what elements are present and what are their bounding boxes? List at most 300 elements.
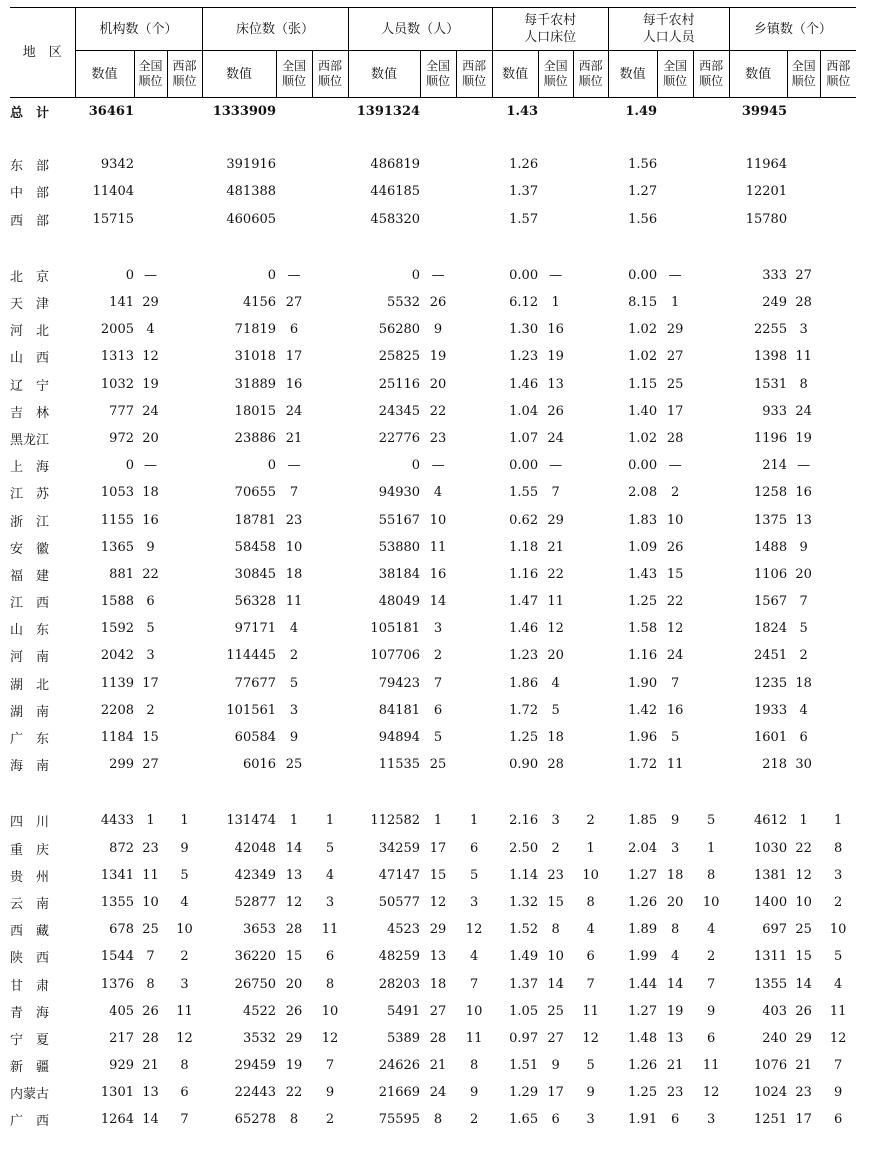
western-rank-cell bbox=[693, 178, 729, 205]
national-rank-cell: 18 bbox=[547, 730, 564, 746]
national-rank-cell: 7 bbox=[433, 675, 443, 691]
western-rank-cell bbox=[456, 151, 492, 178]
value-cell: 0.00 bbox=[628, 267, 658, 283]
national-rank-cell: 4 bbox=[433, 485, 443, 501]
western-rank-cell bbox=[820, 534, 856, 561]
national-rank-cell bbox=[657, 206, 693, 233]
table-header bbox=[10, 8, 856, 98]
table-row bbox=[10, 1079, 856, 1106]
table-row bbox=[10, 371, 856, 398]
national-rank-cell: 5 bbox=[799, 621, 808, 637]
western-rank-cell: 1 bbox=[833, 813, 843, 829]
western-rank-cell: 7 bbox=[833, 1058, 843, 1074]
western-rank-cell bbox=[456, 316, 492, 343]
value-cell: 240 bbox=[762, 1030, 788, 1046]
beds-header: 床位数（张） bbox=[202, 8, 348, 51]
national-rank-cell: 10 bbox=[285, 539, 303, 555]
western-rank-cell: 5 bbox=[469, 867, 479, 883]
national-rank-cell: 17 bbox=[285, 349, 303, 365]
national-rank-subheader: 全国 顺位 bbox=[787, 51, 820, 98]
western-rank-cell bbox=[312, 670, 348, 697]
value-cell: 0 bbox=[267, 267, 277, 283]
western-rank-cell bbox=[456, 479, 492, 506]
national-rank-cell: 1 bbox=[289, 813, 299, 829]
national-rank-cell: 22 bbox=[795, 840, 812, 856]
national-rank-cell bbox=[538, 98, 573, 126]
national-rank-cell: 7 bbox=[799, 594, 808, 610]
region-name: 辽 宁 bbox=[10, 378, 50, 394]
national-rank-cell: 23 bbox=[142, 840, 159, 856]
western-rank-cell bbox=[573, 615, 608, 642]
national-rank-cell: 18 bbox=[795, 675, 812, 691]
value-cell: 53880 bbox=[378, 539, 421, 555]
value-cell: 1313 bbox=[100, 349, 134, 365]
section-spacer bbox=[10, 778, 856, 807]
region-name: 内蒙古 bbox=[10, 1087, 50, 1103]
western-rank-cell bbox=[312, 534, 348, 561]
personnel-header: 人员数（人） bbox=[348, 8, 492, 51]
region-name: 广 西 bbox=[10, 1114, 50, 1130]
value-cell: 15715 bbox=[92, 211, 134, 227]
value-cell: 1.02 bbox=[628, 430, 658, 446]
region-name: 甘 肃 bbox=[10, 978, 50, 994]
national-rank-cell: 25 bbox=[795, 922, 812, 938]
national-rank-cell: 15 bbox=[795, 949, 812, 965]
national-rank-cell: 1 bbox=[799, 813, 808, 829]
western-rank-cell bbox=[167, 615, 202, 642]
national-rank-cell: 29 bbox=[429, 922, 447, 938]
value-cell: 1.25 bbox=[628, 594, 658, 610]
value-cell: 1.26 bbox=[628, 894, 658, 910]
national-rank-cell: 9 bbox=[670, 813, 680, 829]
region-name: 西 藏 bbox=[10, 924, 50, 940]
value-cell: 107706 bbox=[370, 648, 421, 664]
national-rank-cell: 21 bbox=[795, 1058, 812, 1074]
western-rank-cell: 12 bbox=[702, 1085, 720, 1101]
value-cell: 1.02 bbox=[628, 322, 658, 338]
national-rank-cell: 11 bbox=[142, 867, 159, 883]
western-rank-cell bbox=[573, 670, 608, 697]
western-rank-cell bbox=[820, 588, 856, 615]
western-rank-subheader: 西部 顺位 bbox=[693, 51, 729, 98]
western-rank-cell bbox=[693, 615, 729, 642]
national-rank-cell: 6 bbox=[289, 322, 299, 338]
national-rank-cell: 29 bbox=[666, 322, 684, 338]
table-row bbox=[10, 998, 856, 1025]
national-rank-cell: 19 bbox=[547, 349, 564, 365]
western-rank-cell bbox=[456, 178, 492, 205]
national-rank-cell: 17 bbox=[795, 1112, 812, 1128]
western-rank-cell bbox=[456, 615, 492, 642]
national-rank-cell: 21 bbox=[142, 1058, 159, 1074]
value-cell: 929 bbox=[109, 1058, 134, 1074]
value-cell: 18015 bbox=[234, 403, 277, 419]
region-name: 西 部 bbox=[10, 213, 50, 229]
value-cell: 872 bbox=[109, 840, 134, 856]
value-cell: 8.15 bbox=[628, 295, 658, 311]
western-rank-cell bbox=[820, 98, 856, 126]
western-rank-cell bbox=[312, 151, 348, 178]
table-row bbox=[10, 151, 856, 178]
value-subheader: 数值 bbox=[75, 51, 134, 98]
table-row bbox=[10, 343, 856, 370]
value-cell: 1032 bbox=[100, 376, 134, 392]
national-rank-cell: 28 bbox=[142, 1030, 159, 1046]
value-cell: 77677 bbox=[234, 675, 277, 691]
national-rank-cell bbox=[538, 151, 573, 178]
western-rank-cell: 4 bbox=[586, 922, 595, 938]
value-cell: 777 bbox=[109, 403, 134, 419]
value-cell: 1258 bbox=[754, 485, 788, 501]
value-cell: 1400 bbox=[754, 894, 788, 910]
national-rank-cell: 22 bbox=[142, 566, 159, 582]
western-rank-cell bbox=[573, 697, 608, 724]
national-rank-cell bbox=[787, 98, 820, 126]
national-rank-cell: 26 bbox=[547, 403, 564, 419]
national-rank-cell: 13 bbox=[142, 1085, 159, 1101]
western-rank-cell bbox=[693, 642, 729, 669]
national-rank-cell: 7 bbox=[289, 485, 299, 501]
western-rank-cell bbox=[573, 343, 608, 370]
national-rank-cell: 23 bbox=[795, 1085, 812, 1101]
value-cell: 38184 bbox=[378, 566, 421, 582]
western-rank-cell bbox=[820, 343, 856, 370]
value-cell: 1.40 bbox=[628, 403, 658, 419]
western-rank-cell bbox=[167, 642, 202, 669]
table-row bbox=[10, 262, 856, 289]
value-cell: 1.91 bbox=[628, 1112, 658, 1128]
national-rank-cell: — bbox=[144, 267, 157, 283]
value-cell: 25825 bbox=[378, 349, 421, 365]
western-rank-cell bbox=[167, 479, 202, 506]
western-rank-cell bbox=[573, 178, 608, 205]
value-cell: 1.49 bbox=[509, 949, 539, 965]
western-rank-cell bbox=[312, 561, 348, 588]
national-rank-cell bbox=[657, 151, 693, 178]
western-rank-cell bbox=[312, 316, 348, 343]
value-cell: 6016 bbox=[242, 757, 277, 773]
value-cell: 71819 bbox=[234, 322, 277, 338]
national-rank-cell bbox=[420, 178, 456, 205]
western-rank-cell: 6 bbox=[325, 949, 335, 965]
western-rank-cell bbox=[820, 289, 856, 316]
western-rank-subheader: 西部 顺位 bbox=[312, 51, 348, 98]
western-rank-cell bbox=[820, 479, 856, 506]
national-rank-cell: 19 bbox=[142, 376, 159, 392]
value-cell: 1251 bbox=[754, 1112, 788, 1128]
value-cell: 31018 bbox=[234, 349, 277, 365]
value-cell: 486819 bbox=[370, 157, 421, 173]
region-name: 浙 江 bbox=[10, 514, 50, 530]
national-rank-cell: 4 bbox=[799, 702, 808, 718]
western-rank-cell bbox=[312, 506, 348, 533]
western-rank-cell bbox=[456, 724, 492, 751]
value-cell: 11535 bbox=[378, 757, 421, 773]
value-cell: 1139 bbox=[100, 675, 134, 691]
value-cell: 50577 bbox=[378, 894, 421, 910]
value-cell: 1.43 bbox=[506, 104, 539, 120]
western-rank-cell bbox=[820, 561, 856, 588]
western-rank-cell: 1 bbox=[586, 840, 595, 856]
value-cell: 25116 bbox=[378, 376, 421, 392]
national-rank-cell: 14 bbox=[547, 976, 564, 992]
value-cell: 1.56 bbox=[628, 157, 658, 173]
western-rank-cell: 3 bbox=[180, 976, 189, 992]
value-cell: 42349 bbox=[234, 867, 277, 883]
national-rank-cell: 23 bbox=[429, 430, 447, 446]
value-cell: 1.26 bbox=[509, 157, 539, 173]
national-rank-cell: — bbox=[431, 458, 445, 474]
region-name: 山 东 bbox=[10, 623, 50, 639]
value-cell: 1.51 bbox=[509, 1058, 539, 1074]
value-cell: 218 bbox=[762, 757, 788, 773]
value-cell: 1.43 bbox=[628, 566, 658, 582]
national-rank-cell: 15 bbox=[547, 894, 564, 910]
national-rank-cell: 4 bbox=[146, 322, 155, 338]
value-cell: 94894 bbox=[378, 730, 421, 746]
national-rank-cell bbox=[134, 98, 167, 126]
western-rank-cell: 3 bbox=[325, 894, 335, 910]
western-rank-cell: 11 bbox=[465, 1030, 483, 1046]
value-cell: 1.85 bbox=[628, 813, 658, 829]
national-rank-cell: — bbox=[287, 458, 301, 474]
value-cell: 24345 bbox=[378, 403, 421, 419]
western-rank-cell bbox=[820, 425, 856, 452]
value-cell: 249 bbox=[762, 295, 788, 311]
western-rank-subheader: 西部 顺位 bbox=[167, 51, 202, 98]
statistics-table bbox=[10, 7, 856, 1134]
region-name: 总 计 bbox=[10, 106, 50, 122]
western-rank-cell bbox=[820, 206, 856, 233]
region-name: 湖 北 bbox=[10, 677, 50, 693]
national-rank-cell: — bbox=[287, 267, 301, 283]
western-rank-cell bbox=[167, 452, 202, 479]
national-rank-cell: 12 bbox=[429, 894, 447, 910]
national-rank-cell bbox=[276, 178, 312, 205]
western-rank-cell bbox=[693, 670, 729, 697]
western-rank-cell bbox=[573, 151, 608, 178]
value-cell: 1.26 bbox=[628, 1058, 658, 1074]
region-name: 安 徽 bbox=[10, 541, 50, 557]
western-rank-cell bbox=[693, 506, 729, 533]
national-rank-cell: 20 bbox=[285, 976, 303, 992]
western-rank-cell: 10 bbox=[465, 1003, 483, 1019]
national-rank-cell: 25 bbox=[547, 1003, 564, 1019]
value-cell: 881 bbox=[109, 566, 134, 582]
national-rank-cell: 2 bbox=[146, 702, 155, 718]
value-cell: 217 bbox=[109, 1030, 134, 1046]
region-name: 宁 夏 bbox=[10, 1032, 50, 1048]
western-rank-cell bbox=[167, 561, 202, 588]
western-rank-cell bbox=[312, 479, 348, 506]
national-rank-cell: — bbox=[668, 267, 682, 283]
national-rank-cell: 28 bbox=[666, 430, 684, 446]
national-rank-cell: 3 bbox=[551, 813, 560, 829]
western-rank-cell bbox=[573, 316, 608, 343]
region-name: 重 庆 bbox=[10, 842, 50, 858]
institutions-header: 机构数（个） bbox=[75, 8, 202, 51]
value-cell: 4433 bbox=[100, 813, 134, 829]
table-row bbox=[10, 751, 856, 778]
national-rank-cell: 8 bbox=[799, 376, 808, 392]
national-rank-cell bbox=[787, 206, 820, 233]
western-rank-cell bbox=[573, 289, 608, 316]
western-rank-cell: 3 bbox=[833, 867, 843, 883]
western-rank-cell bbox=[312, 588, 348, 615]
western-rank-cell bbox=[456, 670, 492, 697]
national-rank-cell: 14 bbox=[429, 594, 447, 610]
value-cell: 34259 bbox=[378, 840, 421, 856]
national-rank-cell: 16 bbox=[429, 566, 447, 582]
western-rank-cell bbox=[693, 262, 729, 289]
value-cell: 1106 bbox=[754, 566, 788, 582]
value-cell: 0 bbox=[411, 458, 421, 474]
national-rank-cell: 27 bbox=[666, 349, 684, 365]
western-rank-cell: 9 bbox=[469, 1085, 479, 1101]
region-name: 上 海 bbox=[10, 460, 50, 476]
value-cell: 4156 bbox=[242, 295, 277, 311]
national-rank-cell: — bbox=[549, 458, 563, 474]
value-cell: 1.58 bbox=[628, 621, 658, 637]
value-cell: 1.09 bbox=[628, 539, 658, 555]
western-rank-cell bbox=[312, 642, 348, 669]
national-rank-subheader: 全国 顺位 bbox=[420, 51, 456, 98]
national-rank-cell: 6 bbox=[799, 730, 808, 746]
national-rank-cell: — bbox=[431, 267, 445, 283]
national-rank-subheader: 全国 顺位 bbox=[538, 51, 573, 98]
western-rank-cell: 2 bbox=[180, 949, 189, 965]
national-rank-cell: 17 bbox=[666, 403, 684, 419]
national-rank-cell: 8 bbox=[551, 922, 560, 938]
western-rank-cell bbox=[312, 206, 348, 233]
value-cell: 1.32 bbox=[509, 894, 539, 910]
national-rank-cell: 15 bbox=[429, 867, 447, 883]
western-rank-cell bbox=[693, 98, 729, 126]
table-row bbox=[10, 425, 856, 452]
western-rank-cell bbox=[820, 371, 856, 398]
western-rank-cell: 12 bbox=[465, 922, 483, 938]
value-cell: 21669 bbox=[378, 1085, 421, 1101]
national-rank-cell: 16 bbox=[666, 702, 684, 718]
value-cell: 446185 bbox=[370, 184, 421, 200]
western-rank-cell bbox=[693, 452, 729, 479]
value-cell: 3653 bbox=[242, 922, 277, 938]
western-rank-cell: 9 bbox=[325, 1085, 335, 1101]
western-rank-cell bbox=[693, 534, 729, 561]
western-rank-cell bbox=[456, 506, 492, 533]
value-cell: 0 bbox=[125, 267, 134, 283]
national-rank-cell: 20 bbox=[795, 566, 812, 582]
western-rank-cell bbox=[456, 588, 492, 615]
national-rank-cell: 5 bbox=[551, 702, 560, 718]
national-rank-cell bbox=[787, 178, 820, 205]
value-subheader: 数值 bbox=[492, 51, 538, 98]
western-rank-cell bbox=[573, 452, 608, 479]
value-cell: 1.27 bbox=[628, 1003, 658, 1019]
national-rank-subheader: 全国 顺位 bbox=[134, 51, 167, 98]
table-row bbox=[10, 916, 856, 943]
national-rank-cell: 25 bbox=[666, 376, 684, 392]
western-rank-cell bbox=[573, 398, 608, 425]
national-rank-cell: 10 bbox=[142, 894, 159, 910]
national-rank-cell: 3 bbox=[433, 621, 443, 637]
western-rank-cell: 3 bbox=[469, 894, 479, 910]
national-rank-cell: — bbox=[549, 267, 563, 283]
national-rank-cell: 5 bbox=[289, 675, 299, 691]
western-rank-cell: 4 bbox=[833, 976, 843, 992]
national-rank-cell: 9 bbox=[551, 1058, 560, 1074]
value-cell: 1076 bbox=[754, 1058, 788, 1074]
value-cell: 48259 bbox=[378, 949, 421, 965]
national-rank-cell: 15 bbox=[285, 949, 303, 965]
value-cell: 1.27 bbox=[628, 184, 658, 200]
value-cell: 1333909 bbox=[212, 104, 277, 120]
table-row bbox=[10, 670, 856, 697]
national-rank-cell: 11 bbox=[429, 539, 447, 555]
value-cell: 1.99 bbox=[628, 949, 658, 965]
western-rank-cell bbox=[312, 178, 348, 205]
national-rank-cell: 12 bbox=[142, 349, 159, 365]
western-rank-cell bbox=[456, 398, 492, 425]
western-rank-cell: 1 bbox=[706, 840, 716, 856]
value-cell: 24626 bbox=[378, 1058, 421, 1074]
value-cell: 1398 bbox=[754, 349, 788, 365]
national-rank-cell bbox=[657, 178, 693, 205]
region-name: 贵 州 bbox=[10, 869, 50, 885]
table-row bbox=[10, 452, 856, 479]
national-rank-cell: 8 bbox=[670, 922, 680, 938]
table-row bbox=[10, 289, 856, 316]
value-cell: 2.08 bbox=[628, 485, 658, 501]
western-rank-cell bbox=[167, 178, 202, 205]
value-cell: 0.97 bbox=[509, 1030, 539, 1046]
western-rank-cell bbox=[693, 697, 729, 724]
value-cell: 1.86 bbox=[509, 675, 539, 691]
western-rank-cell bbox=[312, 398, 348, 425]
national-rank-cell: 13 bbox=[795, 512, 812, 528]
western-rank-cell bbox=[456, 262, 492, 289]
western-rank-cell: 2 bbox=[469, 1112, 479, 1128]
value-cell: 1.27 bbox=[628, 867, 658, 883]
national-rank-cell: 30 bbox=[795, 757, 812, 773]
western-rank-cell bbox=[456, 289, 492, 316]
western-rank-cell: 3 bbox=[586, 1112, 595, 1128]
value-cell: 28203 bbox=[378, 976, 421, 992]
national-rank-cell: 26 bbox=[429, 295, 447, 311]
national-rank-cell: 12 bbox=[795, 867, 812, 883]
western-rank-cell bbox=[693, 371, 729, 398]
value-cell: 114445 bbox=[226, 648, 277, 664]
value-cell: 1.42 bbox=[628, 702, 658, 718]
western-rank-cell bbox=[573, 534, 608, 561]
western-rank-cell bbox=[167, 670, 202, 697]
national-rank-cell: — bbox=[144, 458, 157, 474]
western-rank-cell bbox=[693, 398, 729, 425]
table-row bbox=[10, 943, 856, 970]
region-name: 四 川 bbox=[10, 815, 50, 831]
national-rank-cell: 22 bbox=[429, 403, 447, 419]
value-cell: 1.04 bbox=[509, 403, 539, 419]
value-cell: 458320 bbox=[370, 211, 421, 227]
national-rank-cell: 4 bbox=[670, 949, 680, 965]
western-rank-cell: 7 bbox=[706, 976, 716, 992]
western-rank-cell bbox=[167, 398, 202, 425]
national-rank-cell: 20 bbox=[547, 648, 564, 664]
national-rank-cell: 24 bbox=[666, 648, 684, 664]
value-cell: 3532 bbox=[242, 1030, 277, 1046]
value-cell: 1.18 bbox=[509, 539, 539, 555]
national-rank-cell: 15 bbox=[142, 730, 159, 746]
